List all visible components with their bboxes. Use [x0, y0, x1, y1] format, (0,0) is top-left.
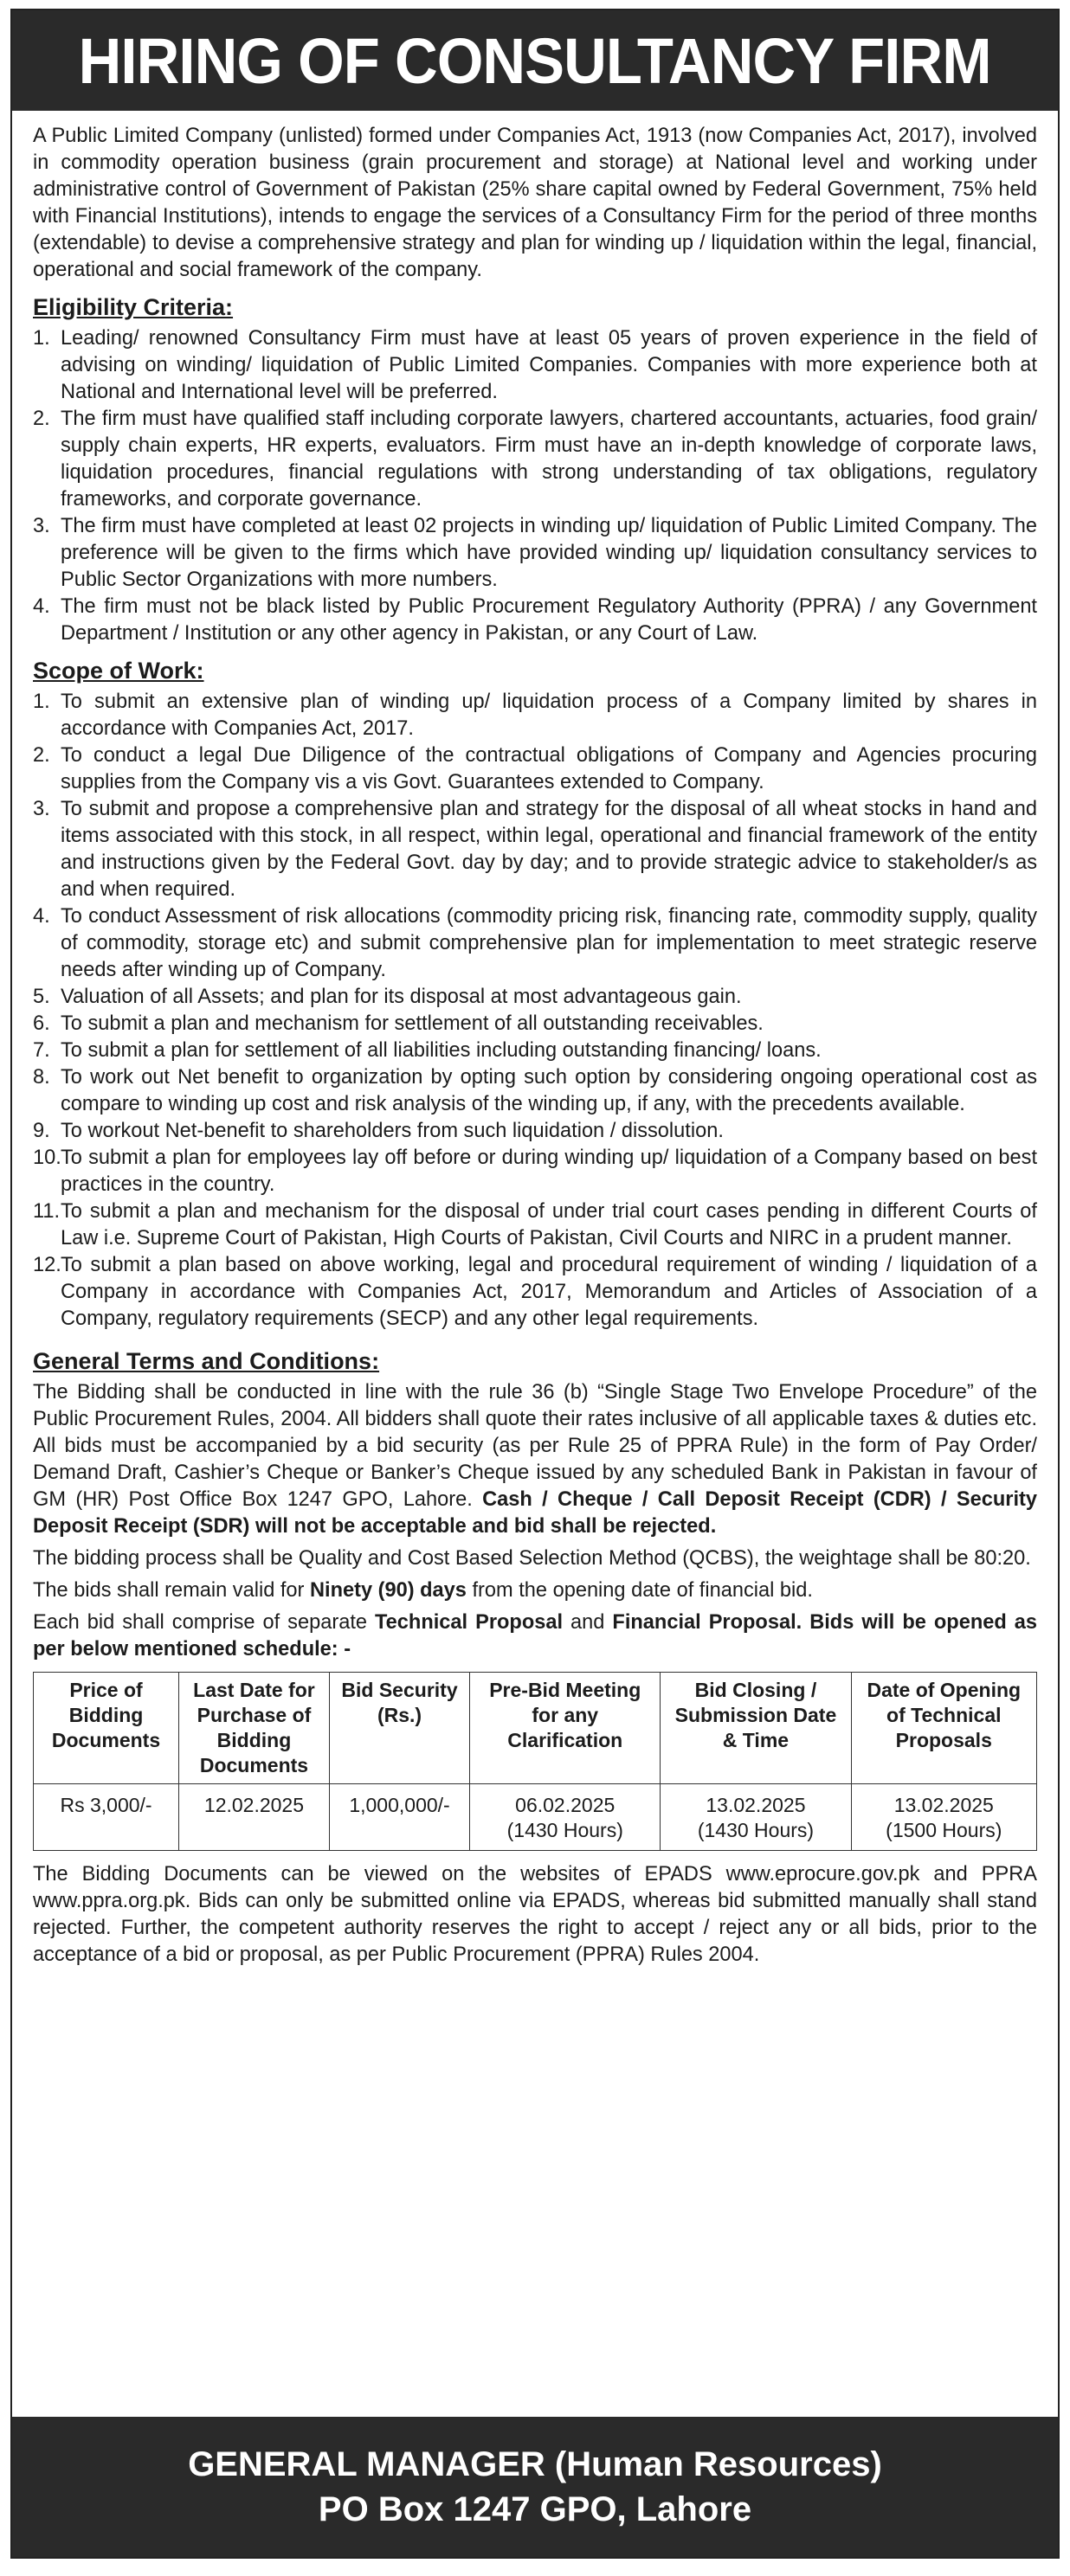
list-item-text: To submit a plan based on above working, legal and procedural requirement of winding / liquidation of a Company in accordance with Companies Act, 2017, Memorandum and Articles of Association of a Company, regulatory requirements (SECP) and any other legal requirements. [61, 1254, 1037, 1330]
list-item [33, 594, 1037, 647]
list-item-number: 4. [33, 905, 50, 928]
eligibility-heading: Eligibility Criteria: [33, 294, 234, 320]
list-item [33, 1252, 1037, 1333]
cell-line: (1430 Hours) [506, 1819, 623, 1841]
list-item-number: 7. [33, 1039, 50, 1062]
list-item [33, 1011, 1037, 1037]
list-item-text: To submit and propose a comprehensive plan and strategy for the disposal of all wheat stocks in hand and items associated with this stock, in all respect, within legal, operational and financial framework of the entity and instructions given by the Federal Govt. day by day; and to provide strategic advice to stakeholder/s as and when required. [61, 798, 1037, 901]
cell-line: 13.02.2025 [893, 1794, 994, 1816]
cell-line: 13.02.2025 [706, 1794, 806, 1816]
list-item-number: 2. [33, 408, 50, 430]
schedule-table [33, 1672, 1037, 1851]
terms-paragraph-1 [33, 1379, 1037, 1540]
list-item-text: The firm must have completed at least 02 projects in winding up/ liquidation of Public Limited Company. The preference will be given to the firms which have provided winding up/ liquidation consultancy services to Public Sector Organizations with more numbers. [61, 515, 1037, 591]
title-banner [12, 10, 1058, 111]
terms-p3-b: from the opening date of financial bid. [466, 1579, 813, 1602]
schedule-cell [329, 1784, 469, 1851]
terms-p4-b: and [563, 1611, 613, 1634]
list-item-text: To submit a plan for employees lay off before or during winding up/ liquidation of a Company based on best practices in the country. [61, 1147, 1037, 1196]
list-item [33, 1145, 1037, 1198]
schedule-header-cell: Date of Opening of Technical Proposals [851, 1673, 1036, 1784]
footer-address: PO Box 1247 GPO, Lahore [318, 2490, 752, 2528]
terms-p3-a: The bids shall remain valid for [33, 1579, 310, 1602]
schedule-header-row [34, 1673, 1037, 1784]
terms-p4-a: Each bid shall comprise of separate [33, 1611, 375, 1634]
list-item [33, 1064, 1037, 1118]
list-item-number: 10. [33, 1147, 61, 1169]
eligibility-list [33, 325, 1037, 647]
list-item-number: 5. [33, 986, 50, 1008]
list-item-number: 2. [33, 744, 50, 767]
list-item-number: 3. [33, 798, 50, 820]
cell-line: (1500 Hours) [886, 1819, 1002, 1841]
footer-signatory: GENERAL MANAGER (Human Resources) [188, 2445, 882, 2483]
list-item [33, 1198, 1037, 1252]
intro-paragraph: A Public Limited Company (unlisted) formed under Companies Act, 1913 (now Companies Act, 2017), involved in commodity operation business (grain procurement and storage) at National level and working under administrative control of Government of Pakistan (25% share capital owned by Federal Government, 75% held with Financial Institutions), intends to engage the services of a Consultancy Firm for the period of three months (extendable) to devise a comprehensive strategy and plan for winding up / liquidation within the legal, financial, operational and social framework of the company. [33, 125, 1037, 281]
terms-paragraph-3 [33, 1577, 1037, 1604]
list-item-number: 11. [33, 1200, 61, 1223]
list-item [33, 325, 1037, 406]
schedule-header-cell: Bid Security (Rs.) [329, 1673, 469, 1784]
list-item-text: The firm must have qualified staff including corporate lawyers, chartered accountants, actuaries, food grain/ supply chain experts, HR experts, evaluators. Firm must have an in-depth knowledge of corporate laws, liquidation procedures, financial regulations with strong understanding of tax obligations, regulatory frameworks, and corporate governance. [61, 408, 1037, 511]
advertisement-page [10, 9, 1060, 2559]
list-item-number: 9. [33, 1120, 50, 1142]
list-item [33, 513, 1037, 594]
terms-p1-text: The Bidding shall be conducted in line with the rule 36 (b) “Single Stage Two Envelope Procedure” of the Public Procurement Rules, 2004. All bidders shall quote their rates inclusive of all applicable taxes & duties etc. All bids must be accompanied by a bid security (as per Rule 25 of PPRA Rule) in the form of Pay Order/ Demand Draft, Cashier’s Cheque or Banker’s Cheque issued by any scheduled Bank in Pakistan in favour of GM (HR) Post Office Box 1247 GPO, Lahore. [33, 1381, 1037, 1511]
schedule-data-row [34, 1784, 1037, 1851]
terms-heading: General Terms and Conditions: [33, 1348, 380, 1374]
list-item-text: To submit a plan and mechanism for settlement of all outstanding receivables. [61, 1012, 764, 1035]
scope-list [33, 689, 1037, 1333]
schedule-header-cell: Bid Closing / Submission Date & Time [661, 1673, 851, 1784]
cell-line: (1430 Hours) [697, 1819, 815, 1841]
terms-p1-bold: Cash / Cheque / Call Deposit Receipt (CDR) / Security Deposit Receipt (SDR) will not be acceptable and bid shall be rejected. [33, 1488, 1037, 1538]
list-item [33, 984, 1037, 1011]
list-item-number: 8. [33, 1066, 50, 1089]
list-item-text: To work out Net benefit to organization by opting such option by considering ongoing operational cost as compare to winding up cost and risk analysis of the winding up, if any, with the precedents available. [61, 1066, 1037, 1115]
schedule-cell [34, 1784, 179, 1851]
schedule-header-cell: Last Date for Purchase of Bidding Documents [179, 1673, 330, 1784]
schedule-cell [661, 1784, 851, 1851]
terms-p4-bold1: Technical Proposal [375, 1611, 564, 1634]
list-item-number: 3. [33, 515, 50, 537]
list-item [33, 689, 1037, 742]
terms-p4-bold2: Financial Proposal. Bids will be opened as per below mentioned schedule: - [33, 1611, 1038, 1661]
list-item-text: To submit a plan for settlement of all liabilities including outstanding financing/ loans. [61, 1039, 822, 1062]
terms-paragraph-2: The bidding process shall be Quality and Cost Based Selection Method (QCBS), the weightage shall be 80:20. [33, 1547, 1031, 1570]
schedule-cell [470, 1784, 661, 1851]
list-item-text: Valuation of all Assets; and plan for its disposal at most advantageous gain. [61, 986, 742, 1008]
list-item-text: To conduct a legal Due Diligence of the contractual obligations of Company and Agencies procuring supplies from the Company vis a vis Govt. Guarantees extended to Company. [61, 744, 1037, 793]
cell-line: 12.02.2025 [203, 1794, 305, 1816]
list-item-number: 6. [33, 1012, 50, 1035]
scope-heading: Scope of Work: [33, 658, 204, 684]
schedule-cell [179, 1784, 330, 1851]
schedule-header-cell: Price of Bidding Documents [34, 1673, 179, 1784]
schedule-cell [851, 1784, 1036, 1851]
list-item [33, 742, 1037, 796]
list-item [33, 1037, 1037, 1064]
cell-line: 06.02.2025 [515, 1794, 616, 1816]
cell-line: Rs 3,000/- [60, 1794, 152, 1816]
list-item [33, 1118, 1037, 1145]
terms-p3-bold: Ninety (90) days [309, 1579, 467, 1602]
list-item-text: To submit an extensive plan of winding up/ liquidation process of a Company limited by shares in accordance with Companies Act, 2017. [61, 691, 1037, 740]
cell-line: 1,000,000/- [349, 1794, 450, 1816]
footer-banner [12, 2417, 1058, 2557]
list-item [33, 903, 1037, 984]
list-item-text: To conduct Assessment of risk allocations (commodity pricing risk, financing rate, commodity supply, quality of commodity, storage etc) and submit comprehensive plan for implementation to meet strategic reserve needs after winding up of Company. [61, 905, 1037, 981]
list-item-text: To submit a plan and mechanism for the disposal of under trial court cases pending in different Courts of Law i.e. Supreme Court of Pakistan, High Courts of Pakistan, Civil Courts and NIRC in a prudent manner. [61, 1200, 1037, 1249]
list-item-number: 12. [33, 1254, 61, 1276]
list-item-text: The firm must not be black listed by Public Procurement Regulatory Authority (PPRA) / any Government Department / Institution or any other agency in Pakistan, or any Court of Law. [61, 595, 1037, 645]
terms-paragraph-4 [33, 1609, 1037, 1663]
page-title: HIRING OF CONSULTANCY FIRM [79, 24, 991, 97]
list-item [33, 796, 1037, 903]
list-item-number: 1. [33, 327, 50, 350]
schedule-header-cell: Pre-Bid Meeting for any Clarification [470, 1673, 661, 1784]
list-item-number: 1. [33, 691, 50, 713]
list-item-text: Leading/ renowned Consultancy Firm must have at least 05 years of proven experience in the field of advising on winding/ liquidation of Public Limited Companies. Companies with more experience both at National and International level will be preferred. [61, 327, 1037, 403]
list-item [33, 406, 1037, 513]
list-item-text: To workout Net-benefit to shareholders from such liquidation / dissolution. [61, 1120, 724, 1142]
list-item-number: 4. [33, 595, 50, 618]
closing-paragraph: The Bidding Documents can be viewed on the websites of EPADS www.eprocure.gov.pk and PPRA www.ppra.org.pk. Bids can only be submitted online via EPADS, whereas bid submitted manually shall stand rejected. Further, the competent authority reserves the right to accept / reject any or all bids, prior to the acceptance of a bid or proposal, as per Public Procurement (PPRA) Rules 2004. [33, 1863, 1037, 1966]
